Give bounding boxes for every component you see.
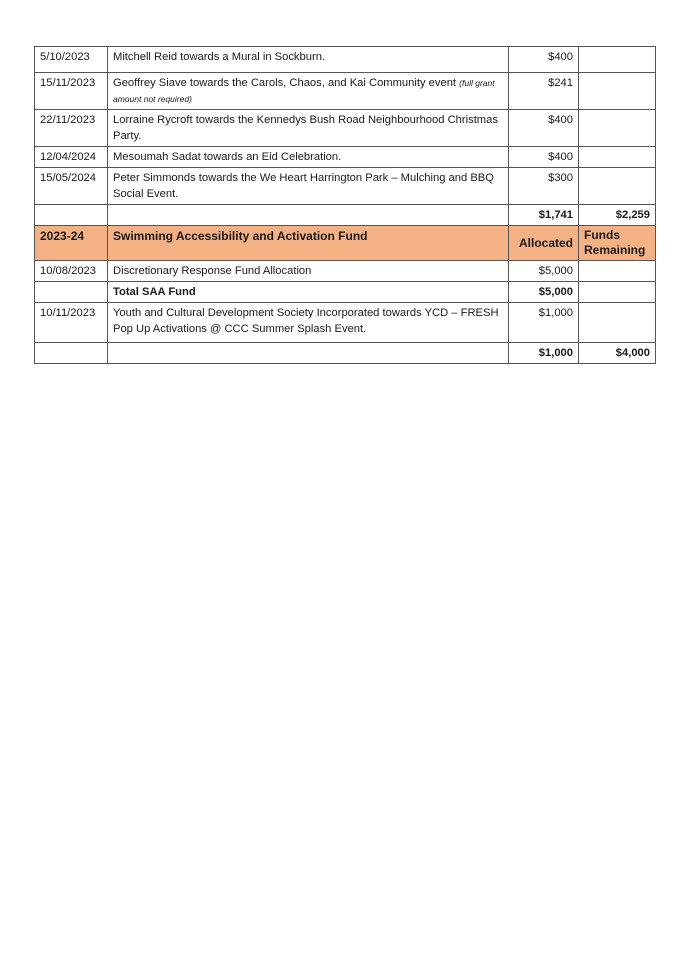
date-cell: 5/10/2023: [35, 47, 108, 73]
allocated-cell: $400: [509, 147, 579, 168]
remaining-cell: [579, 147, 656, 168]
remaining-total: $2,259: [579, 205, 656, 226]
empty-cell: [108, 343, 509, 364]
total-saa-label: Total SAA Fund: [108, 282, 509, 303]
allocated-header: Allocated: [509, 226, 579, 261]
description-cell: Mitchell Reid towards a Mural in Sockburn.: [108, 47, 509, 73]
fund-title: Swimming Accessibility and Activation Fund: [108, 226, 509, 261]
date-cell: 10/11/2023: [35, 303, 108, 343]
description-text: Geoffrey Siave towards the Carols, Chaos, and Kai Community event: [113, 77, 460, 89]
empty-cell: [35, 282, 108, 303]
table-row: [35, 47, 656, 73]
fund-header-row: [35, 226, 656, 261]
allocated-cell: $1,000: [509, 303, 579, 343]
empty-cell: [35, 205, 108, 226]
subtotal-row: [35, 343, 656, 364]
total-saa-row: [35, 282, 656, 303]
date-cell: 10/08/2023: [35, 261, 108, 282]
total-saa-amount: $5,000: [509, 282, 579, 303]
remaining-cell: [579, 168, 656, 205]
subtotal-row: [35, 205, 656, 226]
table-row: [35, 168, 656, 205]
fund-year: 2023-24: [35, 226, 108, 261]
table-row: [35, 303, 656, 343]
date-cell: 15/11/2023: [35, 73, 108, 110]
date-cell: 12/04/2024: [35, 147, 108, 168]
description-note: (full grant amount not required): [113, 78, 495, 104]
description-cell: [108, 73, 509, 110]
remaining-cell: [579, 73, 656, 110]
description-cell: Lorraine Rycroft towards the Kennedys Bush Road Neighbourhood Christmas Party.: [108, 110, 509, 147]
remaining-total: $4,000: [579, 343, 656, 364]
table-row: [35, 147, 656, 168]
allocated-cell: $400: [509, 110, 579, 147]
remaining-cell: [579, 261, 656, 282]
grants-table: [34, 46, 656, 364]
description-cell: Youth and Cultural Development Society Incorporated towards YCD – FRESH Pop Up Activations @ CCC Summer Splash Event.: [108, 303, 509, 343]
table-row: [35, 261, 656, 282]
table-row: [35, 73, 656, 110]
allocated-cell: $300: [509, 168, 579, 205]
allocated-cell: $400: [509, 47, 579, 73]
allocated-total: $1,000: [509, 343, 579, 364]
description-cell: Peter Simmonds towards the We Heart Harrington Park – Mulching and BBQ Social Event.: [108, 168, 509, 205]
empty-cell: [35, 343, 108, 364]
date-cell: 22/11/2023: [35, 110, 108, 147]
remaining-cell: [579, 303, 656, 343]
empty-cell: [579, 282, 656, 303]
empty-cell: [108, 205, 509, 226]
table-row: [35, 110, 656, 147]
description-cell: Mesoumah Sadat towards an Eid Celebration.: [108, 147, 509, 168]
date-cell: 15/05/2024: [35, 168, 108, 205]
remaining-cell: [579, 47, 656, 73]
funds-remaining-header: Funds Remaining: [579, 226, 656, 261]
allocated-total: $1,741: [509, 205, 579, 226]
description-cell: Discretionary Response Fund Allocation: [108, 261, 509, 282]
remaining-cell: [579, 110, 656, 147]
allocated-cell: $241: [509, 73, 579, 110]
allocated-cell: $5,000: [509, 261, 579, 282]
